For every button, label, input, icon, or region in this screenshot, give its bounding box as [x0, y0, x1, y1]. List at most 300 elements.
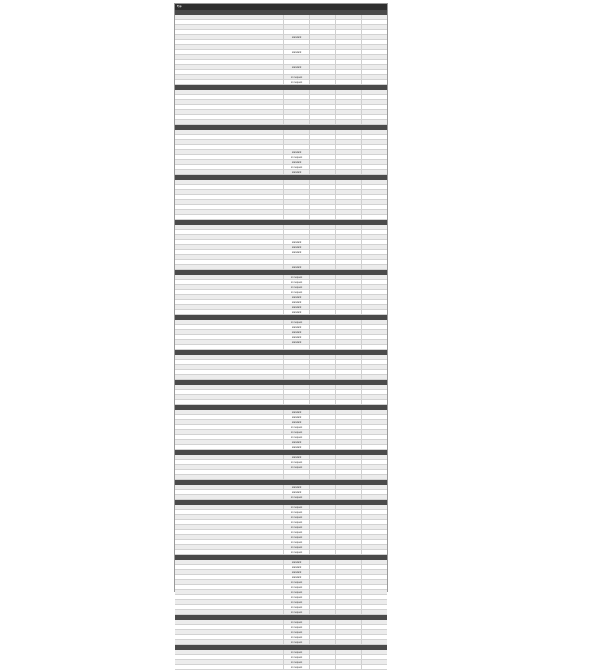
spec-value: [335, 520, 361, 524]
spec-unit: [257, 465, 283, 469]
spec-label: [175, 595, 257, 599]
spec-value: [335, 100, 361, 104]
spec-unit: [257, 625, 283, 629]
model-column-header: [309, 4, 335, 10]
spec-value: [335, 230, 361, 234]
spec-unit: [257, 485, 283, 489]
spec-value: [335, 390, 361, 394]
spec-value: [335, 295, 361, 299]
spec-unit: [257, 140, 283, 144]
spec-value: [361, 355, 387, 359]
spec-label: [175, 640, 257, 644]
spec-value: [335, 525, 361, 529]
spec-value: [309, 45, 335, 49]
spec-value: [309, 510, 335, 514]
spec-unit: [257, 545, 283, 549]
spec-unit: [257, 330, 283, 334]
spec-label: [175, 225, 257, 229]
spec-unit: [257, 75, 283, 79]
spec-label: [175, 660, 257, 664]
spec-label: [175, 110, 257, 114]
spec-value: [309, 55, 335, 59]
spec-value: [309, 230, 335, 234]
spec-label: [175, 50, 257, 54]
spec-label: [175, 560, 257, 564]
spec-value: [283, 100, 309, 104]
spec-unit: [257, 15, 283, 19]
spec-unit: [257, 605, 283, 609]
spec-value: [335, 50, 361, 54]
spec-unit: [257, 560, 283, 564]
spec-value: [335, 445, 361, 449]
spec-value: [283, 210, 309, 214]
spec-value: [361, 325, 387, 329]
spec-value: [309, 570, 335, 574]
spec-unit: [257, 495, 283, 499]
spec-value: [361, 95, 387, 99]
spec-value: [361, 200, 387, 204]
spec-label: [175, 135, 257, 139]
spec-unit: [257, 30, 283, 34]
spec-value: [361, 115, 387, 119]
spec-value: [309, 215, 335, 219]
spec-value: [361, 625, 387, 629]
spec-label: [175, 420, 257, 424]
spec-value: standard: [283, 415, 309, 419]
spec-value: [335, 140, 361, 144]
spec-value: [361, 430, 387, 434]
spec-label: [175, 650, 257, 654]
spec-unit: [257, 570, 283, 574]
spec-unit: [257, 650, 283, 654]
spec-value: [309, 460, 335, 464]
spec-value: [335, 415, 361, 419]
spec-label: [175, 335, 257, 339]
spec-value: [335, 630, 361, 634]
spec-value: [309, 365, 335, 369]
spec-label: [175, 195, 257, 199]
spec-value: on request: [283, 620, 309, 624]
spec-value: [283, 180, 309, 184]
spec-value: [335, 55, 361, 59]
spec-value: [283, 120, 309, 124]
spec-unit: [257, 520, 283, 524]
spec-value: [309, 50, 335, 54]
spec-value: [361, 55, 387, 59]
spec-value: [335, 605, 361, 609]
spec-value: [361, 335, 387, 339]
spec-value: [335, 150, 361, 154]
spec-value: [361, 420, 387, 424]
spec-unit: [257, 470, 283, 474]
spec-label: [175, 15, 257, 19]
spec-value: [283, 15, 309, 19]
spec-value: [361, 570, 387, 574]
spec-value: [309, 325, 335, 329]
spec-unit: [257, 90, 283, 94]
spec-value: [335, 310, 361, 314]
spec-value: [309, 550, 335, 554]
spec-value: [361, 140, 387, 144]
spec-value: [309, 360, 335, 364]
spec-value: [335, 465, 361, 469]
spec-value: [309, 485, 335, 489]
spec-value: [309, 40, 335, 44]
spec-value: [283, 55, 309, 59]
spec-value: [309, 295, 335, 299]
spec-value: [335, 265, 361, 269]
spec-value: on request: [283, 625, 309, 629]
spec-value: [335, 250, 361, 254]
spec-value: [335, 340, 361, 344]
spec-value: [335, 20, 361, 24]
spec-label: [175, 345, 257, 349]
spec-label: [175, 400, 257, 404]
spec-label: [175, 160, 257, 164]
spec-value: [361, 110, 387, 114]
spec-label: [175, 390, 257, 394]
spec-value: [309, 595, 335, 599]
spec-label: [175, 245, 257, 249]
spec-value: [309, 530, 335, 534]
spec-label: [175, 230, 257, 234]
spec-label: [175, 295, 257, 299]
spec-label: [175, 320, 257, 324]
spec-value: [335, 105, 361, 109]
spec-value: [309, 115, 335, 119]
spec-value: [361, 665, 387, 669]
spec-value: standard: [283, 325, 309, 329]
spec-value: [335, 470, 361, 474]
spec-value: [361, 520, 387, 524]
spec-label: [175, 585, 257, 589]
spec-label: [175, 490, 257, 494]
spec-value: [335, 360, 361, 364]
spec-value: [309, 610, 335, 614]
spec-unit: [257, 525, 283, 529]
spec-value: [309, 60, 335, 64]
spec-value: on request: [283, 275, 309, 279]
spec-unit: [257, 260, 283, 264]
spec-value: [361, 435, 387, 439]
spec-value: [361, 575, 387, 579]
spec-unit: [257, 145, 283, 149]
spec-unit: [257, 95, 283, 99]
spec-value: [283, 95, 309, 99]
spec-value: [335, 90, 361, 94]
spec-value: [309, 150, 335, 154]
spec-label: [175, 430, 257, 434]
spec-unit: [257, 210, 283, 214]
spec-unit: [257, 420, 283, 424]
spec-unit: [257, 370, 283, 374]
spec-value: [361, 385, 387, 389]
spec-value: [283, 140, 309, 144]
spec-value: standard: [283, 245, 309, 249]
spec-value: [361, 495, 387, 499]
spec-label: [175, 620, 257, 624]
spec-value: [335, 375, 361, 379]
spec-label: [175, 395, 257, 399]
spec-unit: [257, 160, 283, 164]
spec-value: [309, 505, 335, 509]
spec-unit: [257, 515, 283, 519]
spec-value: [361, 610, 387, 614]
spec-value: [335, 620, 361, 624]
spec-value: [309, 370, 335, 374]
spec-value: [309, 240, 335, 244]
spec-unit: [257, 550, 283, 554]
spec-value: standard: [283, 300, 309, 304]
spec-label: [175, 630, 257, 634]
spec-value: standard: [283, 490, 309, 494]
spec-value: [309, 630, 335, 634]
spec-value: [309, 375, 335, 379]
spec-value: [309, 470, 335, 474]
spec-value: [335, 80, 361, 84]
spec-value: [309, 170, 335, 174]
spec-label: [175, 115, 257, 119]
spec-value: [335, 570, 361, 574]
spec-value: [335, 515, 361, 519]
spec-label: [175, 330, 257, 334]
spec-unit: [257, 455, 283, 459]
spec-value: [361, 25, 387, 29]
spec-value: [283, 255, 309, 259]
spec-value: [309, 250, 335, 254]
spec-value: [309, 145, 335, 149]
spec-value: [361, 35, 387, 39]
spec-unit: [257, 20, 283, 24]
spec-unit: [257, 640, 283, 644]
spec-label: [175, 515, 257, 519]
spec-value: [361, 290, 387, 294]
spec-value: [309, 335, 335, 339]
spec-value: [361, 375, 387, 379]
spec-value: [361, 345, 387, 349]
spec-value: [309, 75, 335, 79]
spec-value: [309, 130, 335, 134]
spec-label: [175, 375, 257, 379]
spec-unit: [257, 205, 283, 209]
spec-value: standard: [283, 65, 309, 69]
spec-value: standard: [283, 335, 309, 339]
spec-label: [175, 575, 257, 579]
spec-value: [283, 110, 309, 114]
spec-unit: [257, 250, 283, 254]
spec-label: [175, 75, 257, 79]
spec-value: [361, 600, 387, 604]
spec-label: [175, 475, 257, 479]
spec-value: [335, 300, 361, 304]
spec-value: [283, 195, 309, 199]
spec-value: on request: [283, 80, 309, 84]
spec-value: on request: [283, 460, 309, 464]
spec-unit: [257, 155, 283, 159]
spec-value: [335, 70, 361, 74]
spec-unit: [257, 460, 283, 464]
spec-value: [283, 230, 309, 234]
spec-unit: [257, 180, 283, 184]
spec-unit: [257, 575, 283, 579]
spec-label: [175, 130, 257, 134]
spec-value: [309, 165, 335, 169]
spec-value: [309, 320, 335, 324]
spec-value: [309, 305, 335, 309]
spec-value: [335, 25, 361, 29]
spec-value: [335, 635, 361, 639]
spec-label: [175, 370, 257, 374]
spec-value: on request: [283, 590, 309, 594]
spec-unit: [257, 655, 283, 659]
spec-unit: [257, 165, 283, 169]
spec-value: on request: [283, 425, 309, 429]
spec-unit: [257, 215, 283, 219]
spec-value: [361, 515, 387, 519]
spec-value: [309, 205, 335, 209]
spec-value: [309, 590, 335, 594]
spec-value: [309, 435, 335, 439]
spec-value: [335, 320, 361, 324]
spec-label: [175, 80, 257, 84]
spec-label: [175, 285, 257, 289]
spec-value: [361, 485, 387, 489]
spec-value: [309, 455, 335, 459]
spec-value: [283, 40, 309, 44]
spec-value: [309, 605, 335, 609]
spec-label: [175, 570, 257, 574]
spec-value: on request: [283, 495, 309, 499]
spec-value: [283, 375, 309, 379]
spec-value: [361, 580, 387, 584]
spec-value: [361, 190, 387, 194]
spec-value: [309, 620, 335, 624]
spec-value: [361, 655, 387, 659]
spec-value: [361, 605, 387, 609]
spec-value: on request: [283, 610, 309, 614]
spec-value: [283, 190, 309, 194]
spec-value: [335, 155, 361, 159]
spec-value: [361, 330, 387, 334]
spec-unit: [257, 230, 283, 234]
spec-unit: [257, 70, 283, 74]
spec-value: [283, 355, 309, 359]
spec-value: [335, 130, 361, 134]
spec-value: [335, 440, 361, 444]
spec-unit: [257, 235, 283, 239]
spec-value: [361, 255, 387, 259]
spec-value: [361, 370, 387, 374]
spec-value: [309, 635, 335, 639]
spec-unit: [257, 170, 283, 174]
model-column-header: [283, 4, 309, 10]
spec-value: on request: [283, 520, 309, 524]
spec-value: on request: [283, 535, 309, 539]
spec-value: on request: [283, 585, 309, 589]
spec-value: [361, 45, 387, 49]
spec-unit: [257, 345, 283, 349]
spec-value: on request: [283, 630, 309, 634]
spec-value: [283, 400, 309, 404]
spec-value: on request: [283, 655, 309, 659]
spec-label: [175, 95, 257, 99]
spec-unit: [257, 665, 283, 669]
spec-value: on request: [283, 280, 309, 284]
spec-value: [361, 210, 387, 214]
spec-unit: [257, 300, 283, 304]
spec-value: [361, 505, 387, 509]
type-column-header: Typ: [177, 5, 182, 8]
spec-value: standard: [283, 240, 309, 244]
spec-value: [283, 225, 309, 229]
spec-value: [309, 385, 335, 389]
spec-value: standard: [283, 50, 309, 54]
spec-unit: [257, 610, 283, 614]
spec-value: [283, 90, 309, 94]
spec-value: [335, 560, 361, 564]
spec-unit: [257, 320, 283, 324]
spec-value: [309, 225, 335, 229]
spec-value: [309, 440, 335, 444]
spec-value: [335, 110, 361, 114]
spec-unit: [257, 100, 283, 104]
spec-value: [361, 365, 387, 369]
spec-value: on request: [283, 75, 309, 79]
spec-value: [335, 225, 361, 229]
spec-value: [361, 135, 387, 139]
spec-unit: [257, 265, 283, 269]
spec-value: [335, 650, 361, 654]
spec-label: [175, 505, 257, 509]
spec-value: [335, 245, 361, 249]
spec-value: [335, 45, 361, 49]
spec-value: [335, 580, 361, 584]
spec-value: [335, 60, 361, 64]
spec-value: [335, 385, 361, 389]
spec-value: [361, 510, 387, 514]
spec-label: [175, 300, 257, 304]
spec-value: [335, 65, 361, 69]
spec-value: [283, 45, 309, 49]
spec-label: [175, 385, 257, 389]
spec-value: on request: [283, 165, 309, 169]
spec-value: [283, 135, 309, 139]
spec-value: [335, 185, 361, 189]
spec-label: [175, 255, 257, 259]
spec-value: [361, 80, 387, 84]
spec-value: [309, 105, 335, 109]
spec-unit: [257, 385, 283, 389]
spec-value: [309, 180, 335, 184]
spec-value: [335, 660, 361, 664]
spec-value: [309, 395, 335, 399]
spec-value: [283, 105, 309, 109]
spec-unit: [257, 50, 283, 54]
spec-value: [361, 230, 387, 234]
spec-value: [361, 455, 387, 459]
spec-value: [361, 145, 387, 149]
spec-unit: [257, 45, 283, 49]
spec-value: [361, 160, 387, 164]
spec-value: [335, 160, 361, 164]
spec-value: [335, 665, 361, 669]
spec-value: [335, 345, 361, 349]
spec-value: [335, 135, 361, 139]
spec-value: [361, 460, 387, 464]
spec-value: [361, 50, 387, 54]
spec-value: [309, 465, 335, 469]
spec-label: [175, 455, 257, 459]
